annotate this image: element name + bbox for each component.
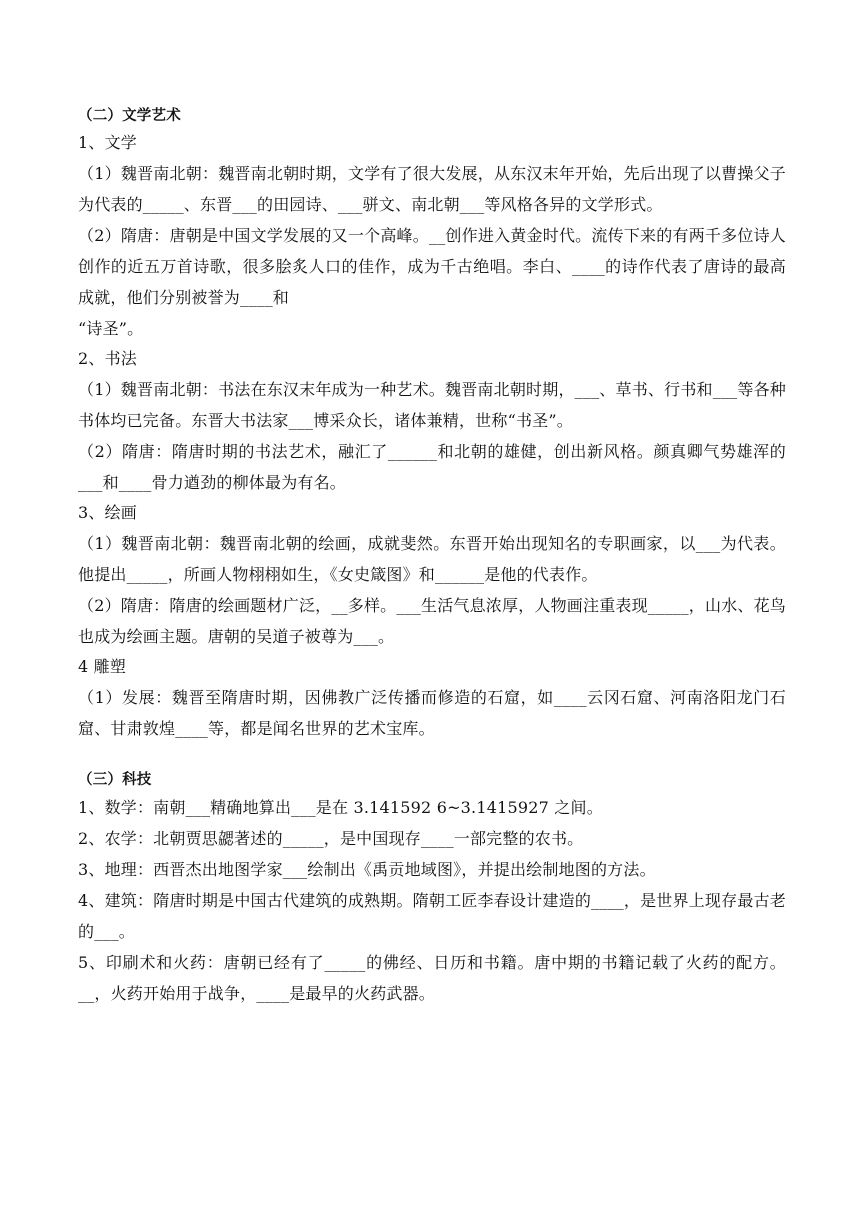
section-spacer	[78, 744, 786, 768]
tech-item-agriculture: 2、农学：北朝贾思勰著述的_____，是中国现存____一部完整的农书。	[78, 829, 584, 848]
paragraph-literature-sui-tang: （2）隋唐：唐朝是中国文学发展的又一个高峰。__创作进入黄金时代。流传下来的有两千多位诗人创作的近五万首诗歌，很多脍炙人口的佳作，成为千古绝唱。李白、____的诗作代表了唐诗的最高成就，他们分别被誉为____和	[78, 226, 786, 307]
tech-item-architecture: 4、建筑：隋唐时期是中国古代建筑的成熟期。隋朝工匠李春设计建造的____，是世界上现存最古老的___。	[78, 891, 786, 941]
heading-calligraphy: 2、书法	[78, 349, 137, 368]
heading-literature: 1、文学	[78, 133, 137, 152]
paragraph-literature-wei-jin: （1）魏晋南北朝：魏晋南北朝时期，文学有了很大发展，从东汉末年开始，先后出现了以曹操父子为代表的_____、东晋___的田园诗、___骈文、南北朝___等风格各异的文学形式。	[78, 164, 786, 214]
paragraph-sculpture-development: （1）发展：魏晋至隋唐时期，因佛教广泛传播而修造的石窟，如____云冈石窟、河南洛阳龙门石窟、甘肃敦煌____等，都是闻名世界的艺术宝库。	[78, 688, 786, 738]
paragraph-literature-tail: “诗圣”。	[78, 319, 144, 338]
paragraph-calligraphy-wei-jin: （1）魏晋南北朝：书法在东汉末年成为一种艺术。魏晋南北朝时期，___、草书、行书和___等各种书体均已完备。东晋大书法家___博采众长，诸体兼精，世称“书圣”。	[78, 380, 786, 430]
paragraph-painting-sui-tang: （2）隋唐：隋唐的绘画题材广泛，__多样。___生活气息浓厚，人物画注重表现_____，山水、花鸟也成为绘画主题。唐朝的吴道子被尊为___。	[78, 596, 786, 646]
paragraph-calligraphy-sui-tang: （2）隋唐：隋唐时期的书法艺术，融汇了______和北朝的雄健，创出新风格。颜真卿气势雄浑的___和____骨力遒劲的柳体最为有名。	[78, 442, 786, 492]
section-title-literature-art: （二）文学艺术	[78, 107, 181, 124]
section-title-technology: （三）科技	[78, 771, 152, 788]
tech-item-geography: 3、地理：西晋杰出地图学家___绘制出《禹贡地域图》，并提出绘制地图的方法。	[78, 860, 656, 879]
paragraph-painting-wei-jin: （1）魏晋南北朝：魏晋南北朝的绘画，成就斐然。东晋开始出现知名的专职画家，以___为代表。他提出_____，所画人物栩栩如生，《女史箴图》和______是他的代表作。	[78, 534, 786, 584]
tech-item-math: 1、数学：南朝___精确地算出___是在 3.141592 6~3.1415927 之间。	[78, 798, 603, 817]
tech-item-printing-gunpowder: 5、印刷术和火药：唐朝已经有了_____的佛经、日历和书籍。唐中期的书籍记载了火药的配方。__，火药开始用于战争，____是最早的火药武器。	[78, 953, 786, 1003]
heading-sculpture: 4 雕塑	[78, 657, 127, 676]
heading-painting: 3、绘画	[78, 503, 137, 522]
